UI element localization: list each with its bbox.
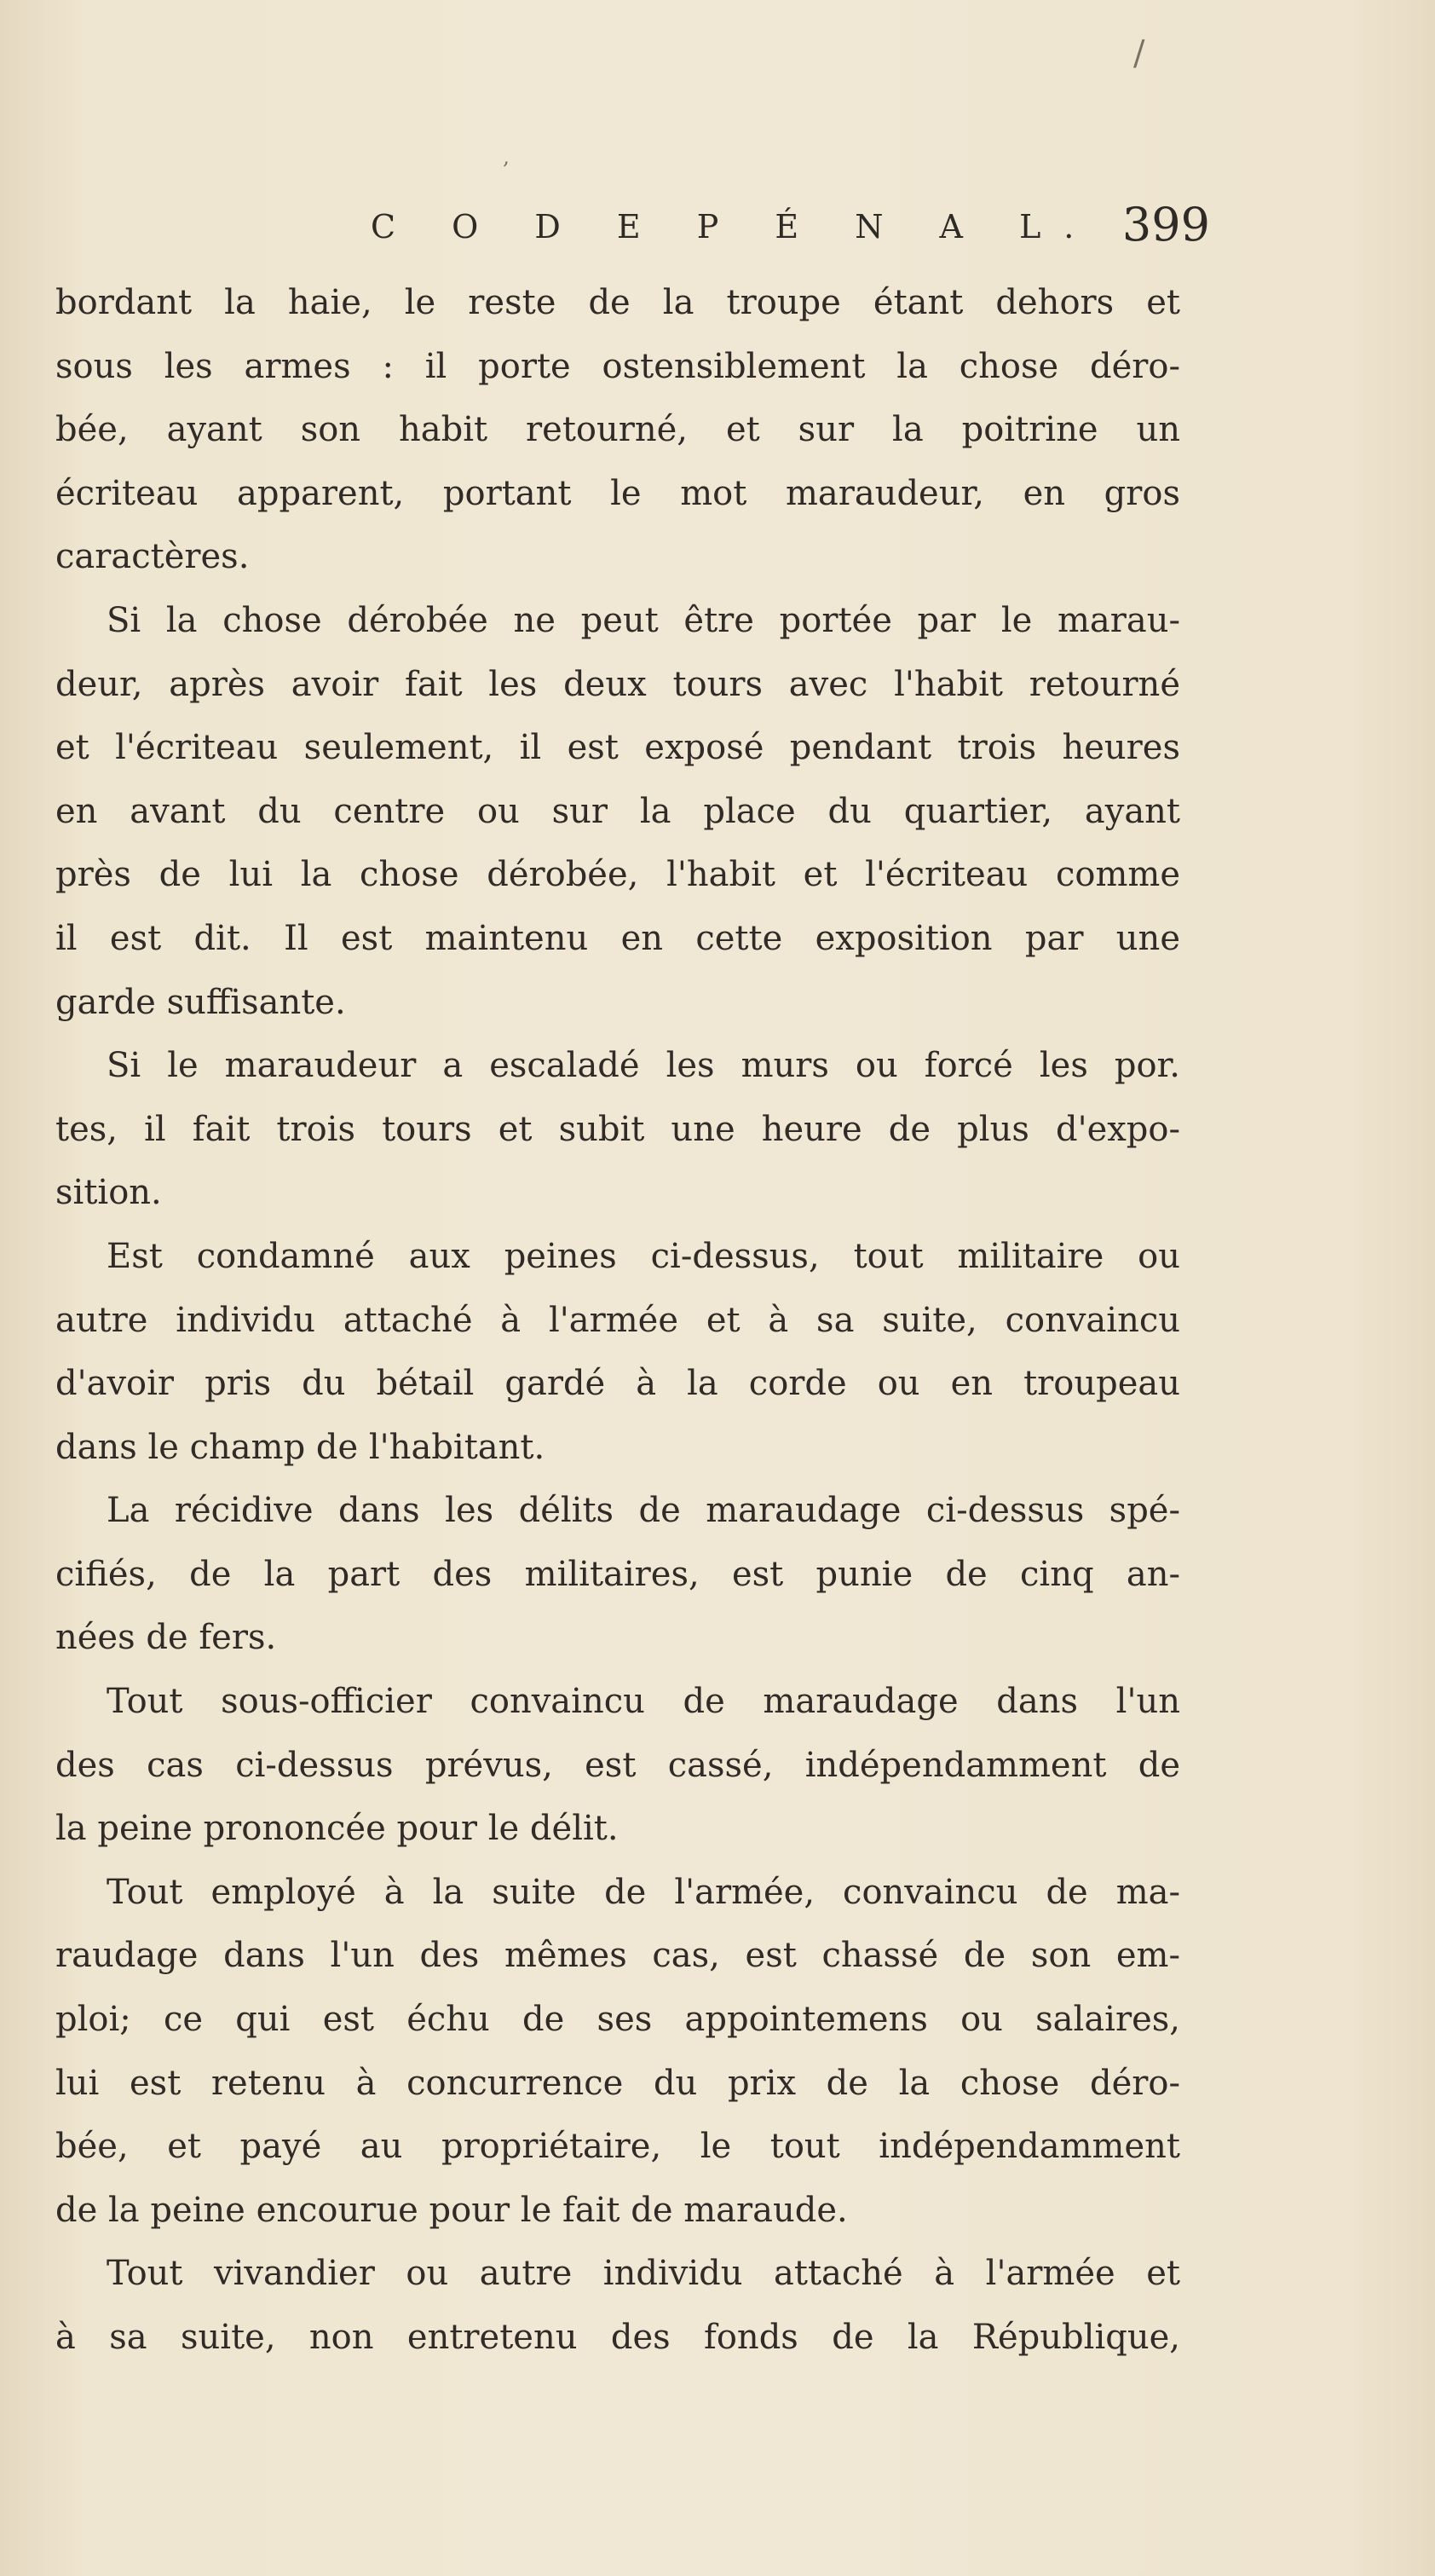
text-line: autre individu attaché à l'armée et à sa suite, convaincu	[55, 1300, 1180, 1340]
text-line: écriteau apparent, portant le mot maraudeur, en gros	[55, 473, 1180, 513]
text-line: ploi; ce qui est échu de ses appointemens ou salaires,	[55, 2000, 1180, 2040]
text-line: La récidive dans les délits de maraudage ci-dessus spé-	[107, 1491, 1180, 1531]
paragraph	[55, 1034, 1180, 1225]
paragraph	[55, 2242, 1180, 2369]
text-line: d'avoir pris du bétail gardé à la corde ou en troupeau	[55, 1364, 1180, 1404]
text-line: dans le champ de l'habitant.	[55, 1427, 545, 1467]
text-line: raudage dans l'un des mêmes cas, est chassé de son em-	[55, 1936, 1180, 1976]
text-line: tes, il fait trois tours et subit une heure de plus d'expo-	[55, 1109, 1180, 1149]
text-line: Si la chose dérobée ne peut être portée par le marau-	[107, 600, 1180, 640]
text-line: nées de fers.	[55, 1618, 277, 1658]
paragraph	[55, 589, 1180, 1034]
paragraph	[55, 1225, 1180, 1479]
text-line: près de lui la chose dérobée, l'habit et l'écriteau comme	[55, 855, 1180, 895]
text-line: de la peine encourue pour le fait de maraude.	[55, 2190, 848, 2230]
text-line: il est dit. Il est maintenu en cette exposition par une	[55, 918, 1180, 958]
text-line: cifiés, de la part des militaires, est punie de cinq an-	[55, 1554, 1180, 1594]
body-text	[55, 271, 1180, 2370]
text-line: lui est retenu à concurrence du prix de la chose déro-	[55, 2063, 1180, 2103]
text-line: Tout employé à la suite de l'armée, convaincu de ma-	[107, 1872, 1180, 1912]
text-line: la peine prononcée pour le délit.	[55, 1809, 619, 1849]
paragraph	[55, 1479, 1180, 1670]
text-line: des cas ci-dessus prévus, est cassé, indépendamment de	[55, 1745, 1180, 1785]
paragraph	[55, 1670, 1180, 1861]
text-line: bée, et payé au propriétaire, le tout indépendamment	[55, 2127, 1180, 2167]
text-line: caractères.	[55, 537, 250, 577]
text-line: deur, après avoir fait les deux tours avec l'habit retourné	[55, 664, 1180, 704]
text-line: bordant la haie, le reste de la troupe étant dehors et	[55, 283, 1180, 322]
text-line: Tout vivandier ou autre individu attaché à l'armée et	[107, 2254, 1180, 2294]
text-line: à sa suite, non entretenu des fonds de la République,	[55, 2318, 1180, 2357]
text-line: et l'écriteau seulement, il est exposé pendant trois heures	[55, 728, 1180, 768]
text-line: bée, ayant son habit retourné, et sur la poitrine un	[55, 410, 1180, 450]
running-title: C O D E P É N A L.	[371, 208, 1098, 245]
margin-mark: /	[1133, 34, 1145, 73]
text-line: Si le maraudeur a escaladé les murs ou forcé les por.	[107, 1046, 1180, 1086]
paragraph	[55, 271, 1180, 589]
text-line: en avant du centre ou sur la place du quartier, ayant	[55, 791, 1180, 831]
running-head	[119, 198, 1210, 271]
page-number: 399	[1121, 198, 1210, 251]
text-line: sous les armes : il porte ostensiblement la chose déro-	[55, 346, 1180, 386]
text-line: sition.	[55, 1173, 162, 1213]
margin-mark: ‚	[503, 145, 510, 169]
paragraph	[55, 1861, 1180, 2243]
text-line: Est condamné aux peines ci-dessus, tout militaire ou	[107, 1236, 1180, 1276]
text-line: Tout sous-officier convaincu de maraudage dans l'un	[107, 1682, 1180, 1722]
text-line: garde suffisante.	[55, 982, 346, 1022]
